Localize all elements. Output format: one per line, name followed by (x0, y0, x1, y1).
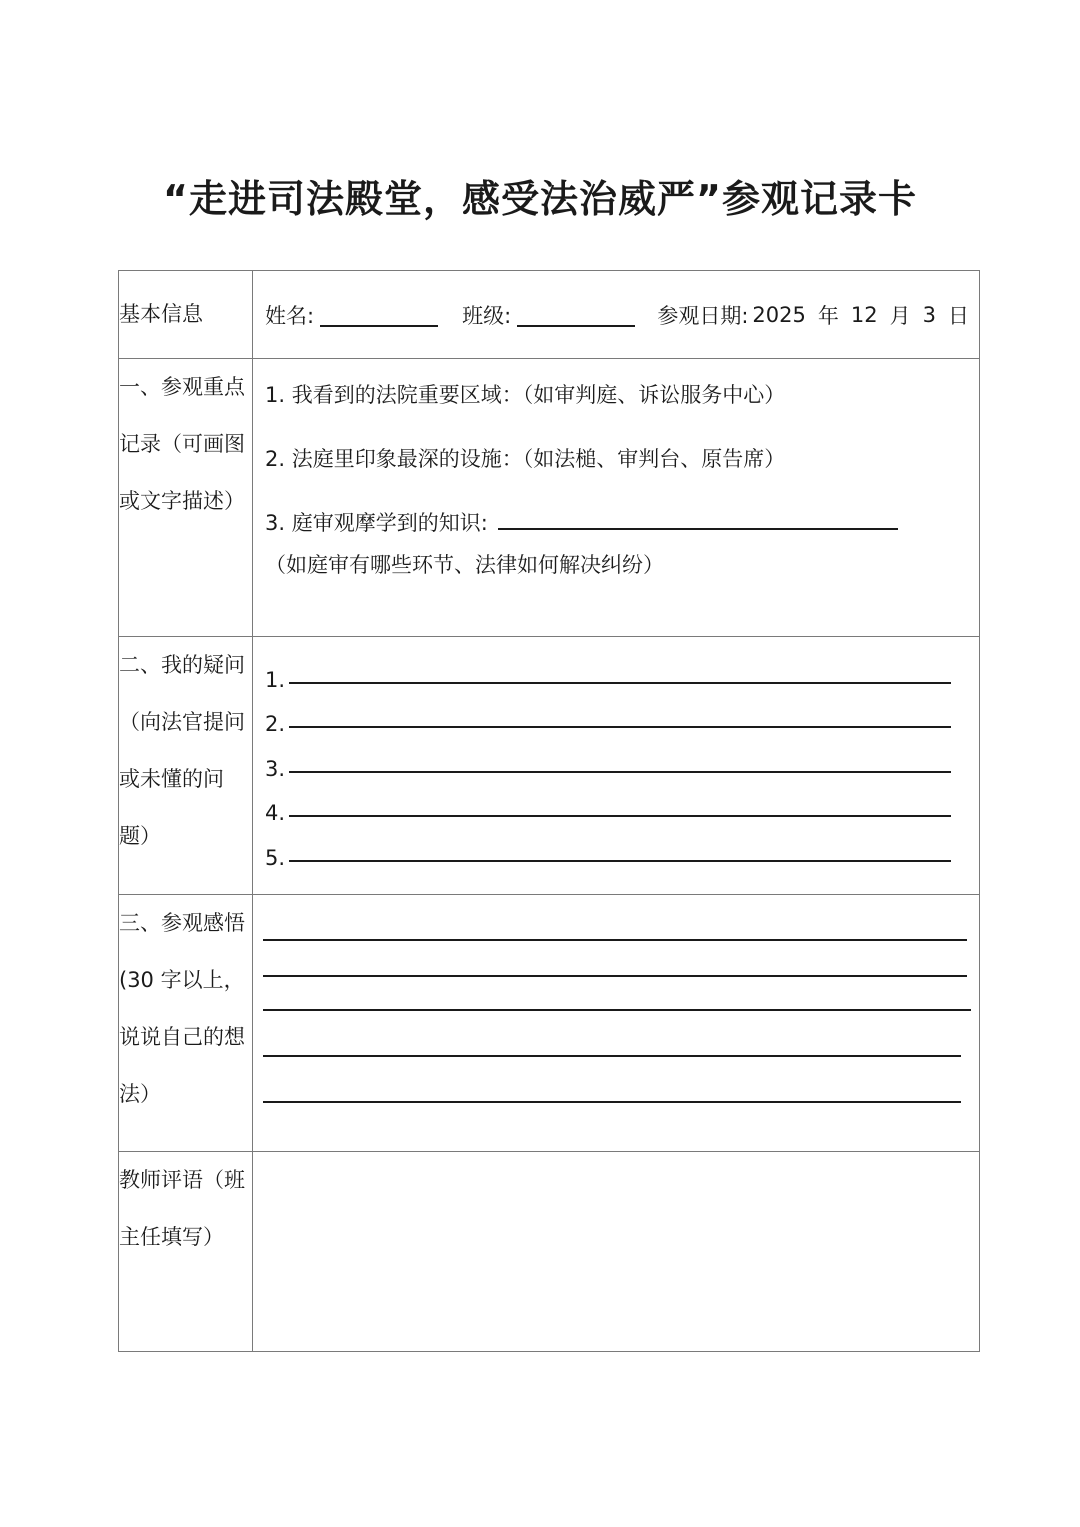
date-label: 参观日期: (657, 303, 749, 328)
section2-row (119, 637, 980, 895)
date-year-unit: 年 (817, 303, 839, 328)
class-label: 班级: (462, 303, 512, 328)
section3-row (119, 895, 980, 1152)
teacher-comment-row (119, 1152, 980, 1352)
question-input-line[interactable] (289, 860, 951, 862)
question-number: 5. (265, 845, 286, 870)
basic-info-label: 基本信息 (119, 271, 253, 359)
section1-item-3 (265, 491, 969, 555)
reflection-line-4[interactable] (263, 1011, 961, 1057)
question-input-line[interactable] (289, 771, 951, 773)
basic-info-fields (253, 300, 979, 330)
section1-label: 一、参观重点记录（可画图或文字描述） (119, 359, 253, 637)
section1-content (253, 359, 979, 583)
question-input-line[interactable] (289, 726, 951, 728)
question-row-5[interactable] (265, 825, 969, 870)
question-input-line[interactable] (289, 682, 951, 684)
date-day: 3 (922, 302, 936, 327)
date-month: 12 (850, 302, 878, 327)
record-card-table (118, 270, 980, 1352)
question-row-4[interactable] (265, 781, 969, 826)
section1-row (119, 359, 980, 637)
question-row-1[interactable] (265, 647, 969, 692)
question-row-2[interactable] (265, 692, 969, 737)
question-number: 3. (265, 756, 286, 781)
reflection-line-2[interactable] (263, 941, 967, 977)
section1-item-1: 1. 我看到的法院重要区域：（如审判庭、诉讼服务中心） (265, 383, 786, 407)
teacher-comment-label: 教师评语（班主任填写） (119, 1152, 253, 1352)
class-input-line[interactable] (517, 303, 635, 327)
question-row-3[interactable] (265, 736, 969, 781)
basic-info-row (119, 271, 980, 359)
reflection-line-3[interactable] (263, 977, 971, 1011)
name-input-line[interactable] (320, 303, 438, 327)
section1-item-3-prefix: 3. 庭审观摩学到的知识: (265, 511, 488, 535)
section1-item-2: 2. 法庭里印象最深的设施：（如法槌、审判台、原告席） (265, 447, 786, 471)
date-year: 2025 (752, 302, 806, 327)
section1-item-3-input-line[interactable] (498, 506, 898, 530)
question-number: 4. (265, 801, 286, 825)
page-title: “走进司法殿堂，感受法治威严”参观记录卡 (163, 177, 917, 221)
question-number: 1. (265, 667, 286, 692)
teacher-comment-area[interactable] (253, 1152, 980, 1352)
name-label: 姓名: (265, 303, 315, 328)
question-list (253, 637, 979, 870)
reflection-line-1[interactable] (263, 895, 967, 941)
date-month-unit: 月 (889, 303, 911, 328)
section2-label: 二、我的疑问（向法官提问或未懂的问题） (119, 637, 253, 895)
question-input-line[interactable] (289, 815, 951, 817)
date-day-unit: 日 (947, 303, 969, 328)
question-number: 2. (265, 712, 286, 736)
reflection-line-5[interactable] (263, 1057, 961, 1103)
section1-item-3-hint: （如庭审有哪些环节、法律如何解决纠纷） (265, 553, 664, 577)
section3-label: 三、参观感悟(30 字以上，说说自己的想法） (119, 895, 253, 1152)
reflection-lines (253, 895, 979, 1103)
